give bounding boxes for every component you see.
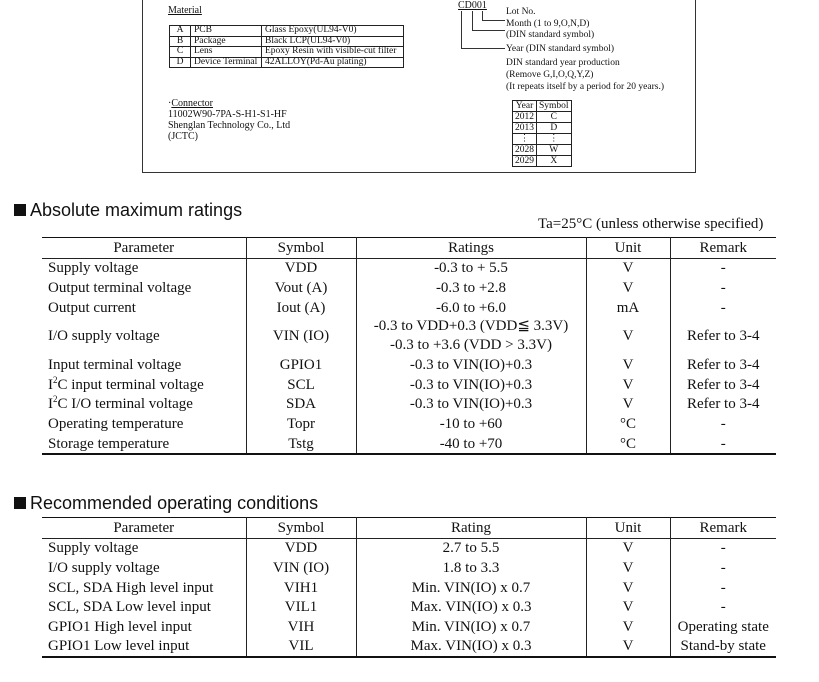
material-row: D Device Terminal 42ALLOY(Pd-Au plating) [170, 57, 404, 68]
table-row: Input terminal voltage GPIO1 -0.3 to VIN(IO)+0.3 V Refer to 3-4 [42, 355, 776, 375]
condition-note: Ta=25°C (unless otherwise specified) [538, 216, 764, 232]
material-title: Material [168, 5, 202, 16]
material-table [169, 25, 404, 68]
bracket-line [461, 48, 505, 49]
marking-month-note: (DIN standard symbol) [506, 30, 595, 40]
table-row: Output terminal voltage Vout (A) -0.3 to +2.8 V - [42, 278, 776, 298]
marking-code: CD001 [458, 0, 487, 11]
marking-lot: Lot No. [506, 7, 536, 17]
table-row: SCL, SDA High level input VIH1 Min. VIN(IO) x 0.7 V - [42, 578, 776, 598]
table-header-row: Parameter Symbol Ratings Unit Remark [42, 238, 776, 259]
table-row: Storage temperature Tstg -40 to +70 °C - [42, 434, 776, 455]
table-row: $I^2C$ I/O terminal voltage SDA -0.3 to VIN(IO)+0.3 V Refer to 3-4 [42, 395, 776, 415]
year-symbol-table: Year Symbol 2012 C 2013 D ⋮ ⋮ 2028 W 2029 X [512, 100, 572, 167]
table-row: Operating temperature Topr -10 to +60 °C - [42, 414, 776, 434]
table-row: GPIO1 Low level input VIL Max. VIN(IO) x 0.3 V Stand-by state [42, 637, 776, 658]
marking-din1: DIN standard year production [506, 58, 620, 68]
marking-din3: (It repeats itself by a period for 20 years.) [506, 82, 665, 92]
abs-max-table [42, 237, 776, 455]
table-row: I/O supply voltage VIN (IO) -0.3 to VDD+0.3 (VDD≦ 3.3V) -0.3 to +3.6 (VDD > 3.3V) V Refer to 3-4 [42, 317, 776, 355]
square-bullet-icon [14, 497, 26, 509]
square-bullet-icon [14, 204, 26, 216]
table-row: GPIO1 High level input VIH Min. VIN(IO) x 0.7 V Operating state [42, 617, 776, 637]
marking-month: Month (1 to 9,O,N,D) [506, 19, 590, 29]
table-row: $I^2C$ input terminal voltage SCL -0.3 to VIN(IO)+0.3 V Refer to 3-4 [42, 375, 776, 395]
rec-op-table [42, 517, 776, 658]
table-row: SCL, SDA Low level input VIL1 Max. VIN(IO) x 0.3 V - [42, 597, 776, 617]
bracket-line [482, 20, 505, 21]
material-row: A PCB Glass Epoxy(UL94-V0) [170, 26, 404, 37]
connector-block: ·Connector 11002W90-7PA-S-H1-S1-HF Shenglan Technology Co., Ltd (JCTC) [168, 98, 291, 142]
bracket-line [461, 11, 462, 49]
marking-din2: (Remove G,I,O,Q,Y,Z) [506, 70, 594, 80]
material-row: C Lens Epoxy Resin with visible-cut filter [170, 47, 404, 58]
section-title-abs-max: Absolute maximum ratings [14, 200, 242, 220]
table-header-row: Parameter Symbol Rating Unit Remark [42, 518, 776, 539]
section-title-rec-op: Recommended operating conditions [14, 493, 318, 513]
marking-year: Year (DIN standard symbol) [506, 44, 615, 54]
table-row: Output current Iout (A) -6.0 to +6.0 mA - [42, 298, 776, 318]
table-row: Supply voltage VDD 2.7 to 5.5 V - [42, 538, 776, 558]
bracket-line [472, 11, 473, 31]
material-row: B Package Black LCP(UL94-V0) [170, 36, 404, 47]
bracket-line [472, 30, 505, 31]
table-row: Supply voltage VDD -0.3 to + 5.5 V - [42, 258, 776, 278]
table-row: I/O supply voltage VIN (IO) 1.8 to 3.3 V - [42, 558, 776, 578]
